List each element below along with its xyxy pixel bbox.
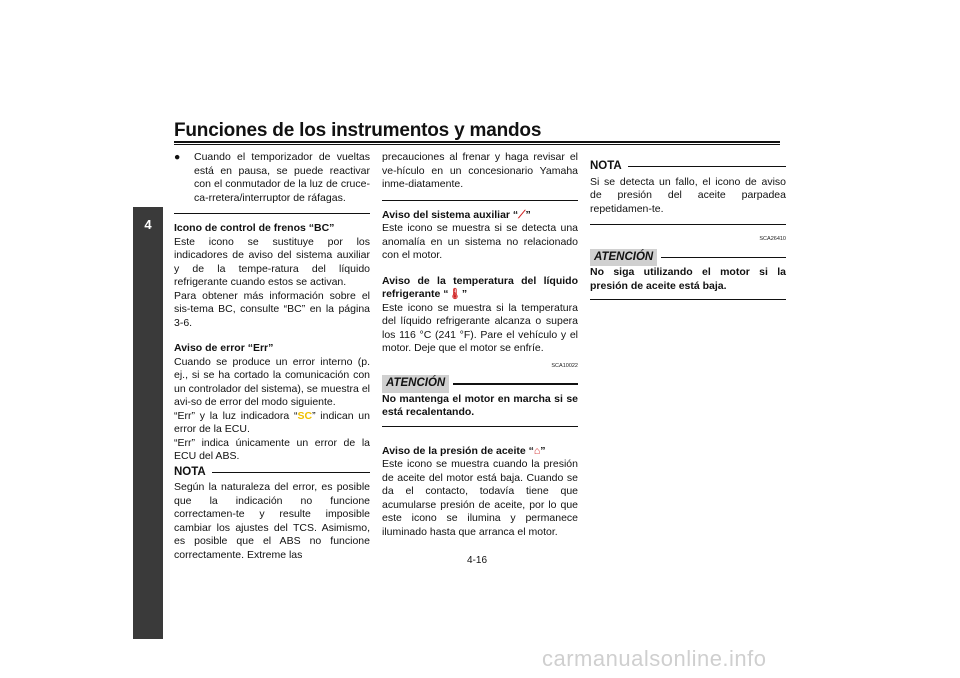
temp-heading: Aviso de la temperatura del líquido refrigerante “🌡” [382,274,578,300]
err-paragraph-3: “Err” indica únicamente un error de la ECU del ABS. [174,436,370,462]
sc-indicator-icon: SC [297,409,313,422]
nota-text-2: Si se detecta un fallo, el icono de aviso de presión del aceite parpadea repetidamen-te. [590,175,786,215]
nota-end-divider-2 [590,224,786,225]
atencion-end-divider [382,426,578,427]
aux-heading: Aviso del sistema auxiliar “⟋” [382,208,531,221]
chapter-number: 4 [144,217,152,232]
bc-heading: Icono de control de frenos “BC” [174,222,335,234]
bullet-icon: ● [174,151,181,163]
section-divider [174,213,370,214]
thermometer-icon: 🌡 [448,288,462,300]
column-1 [174,151,370,562]
chapter-tab [133,207,163,639]
err-paragraph-1: Cuando se produce un error interno (p. ej., si se ha cortado la comunicación con un controlador del sistema), se muestra el avi-so de error del modo siguiente. [174,355,370,408]
title-rule-thin [174,144,780,145]
page-number: 4-16 [467,555,488,566]
nota-text: Según la naturaleza del error, es posible que la indicación no funcione correctamen-te y resulte imposible cambiar los ajustes del TCS. Asimismo, es posible que el ABS no funcione correctamente. Extreme las [174,481,370,561]
bullet-text: Cuando el temporizador de vueltas está en pausa, se puede reactivar con el conmutador de la luz de cruce-ca-rretera/interruptor de ráfagas. [194,151,370,204]
title-rule [174,141,780,143]
code-sca10022: SCA10022 [551,362,578,369]
oil-heading: Aviso de la presión de aceite “⌂” [382,444,546,457]
temp-text: Este icono se muestra si la temperatura del líquido refrigerante alcanza o supera los 116 °C (241 °F). Pare el vehículo y el motor. Deje que el motor se enfríe. [382,301,578,354]
oil-can-icon: ⌂ [533,444,541,457]
nota-end-divider [382,200,578,201]
nota-label: NOTA [174,465,206,478]
err-paragraph-2: “Err” y la luz indicadora “SC” indican un error de la ECU. [174,409,370,435]
code-sca26410: SCA26410 [759,236,786,242]
atencion-label-2: ATENCIÓN [590,249,657,267]
atencion-end-divider-2 [590,299,786,300]
atencion-header [382,375,578,393]
oil-text: Este icono se muestra cuando la presión de aceite del motor está baja. Cuando se da el contacto, todavía tiene que acumularse presión de aceite, por lo que este icono se ilumina y permanece iluminado hasta que arranca el motor. [382,458,578,538]
watermark: carmanualsonline.info [542,646,767,671]
page-title: Funciones de los instrumentos y mandos [174,120,542,141]
aux-text: Este icono se muestra si se detecta una anomalía en un sistema no relacionado con el motor. [382,222,578,261]
nota-header [174,466,370,480]
nota-label-2: NOTA [590,160,622,172]
nota-header-2 [590,160,786,174]
atencion-text-2: No siga utilizando el motor si la presión de aceite está baja. [590,266,786,292]
err-heading: Aviso de error “Err” [174,342,274,354]
column-3 [590,158,786,306]
bullet-item [174,151,370,205]
column-2 [382,151,578,539]
bc-paragraph-1: Este icono se sustituye por los indicadores de aviso del sistema auxiliar y de la tempe-ratura del líquido refrigerante cuando estos se activan. [174,235,370,288]
atencion-header-2 [590,249,786,267]
continued-text: precauciones al frenar y haga revisar el ve-hículo en un concesionario Yamaha inme-diatamente. [382,151,578,190]
atencion-label: ATENCIÓN [382,375,449,393]
bc-paragraph-2: Para obtener más información sobre el sis-tema BC, consulte “BC” en la página 3-6. [174,289,370,329]
wrench-icon: ⟋ [518,208,526,221]
atencion-text: No mantenga el motor en marcha si se está recalentando. [382,392,578,418]
